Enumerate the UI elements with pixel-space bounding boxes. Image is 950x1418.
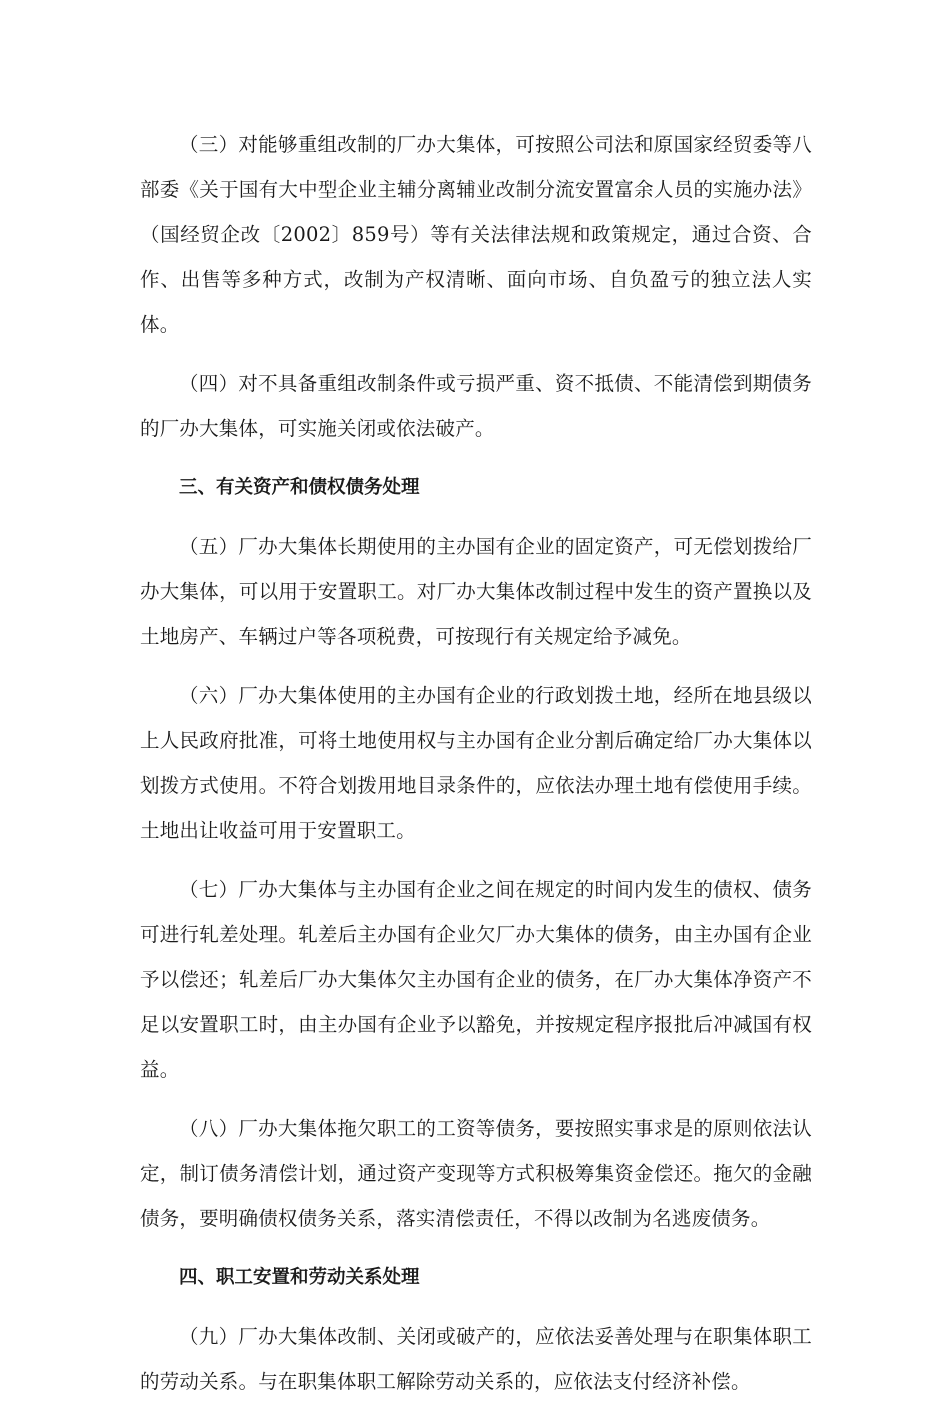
paragraph-5: （五）厂办大集体长期使用的主办国有企业的固定资产，可无偿划拨给厂办大集体，可以用于安置职工。对厂办大集体改制过程中发生的资产置换以及土地房产、车辆过户等各项税费，可按现行有关规定给予减免。	[140, 535, 812, 648]
paragraph-3: （三）对能够重组改制的厂办大集体，可按照公司法和原国家经贸委等八部委《关于国有大中型企业主辅分离辅业改制分流安置富余人员的实施办法》（国经贸企改〔2002〕859号）等有关法律法规和政策规定，通过合资、合作、出售等多种方式，改制为产权清晰、面向市场、自负盈亏的独立法人实体。	[140, 133, 812, 336]
paragraph-8: （八）厂办大集体拖欠职工的工资等债务，要按照实事求是的原则依法认定，制订债务清偿计划，通过资产变现等方式积极筹集资金偿还。拖欠的金融债务，要明确债权债务关系，落实清偿责任，不得以改制为名逃废债务。	[140, 1117, 812, 1230]
section-heading-4: 四、职工安置和劳动关系处理	[179, 1267, 420, 1288]
paragraph-6: （六）厂办大集体使用的主办国有企业的行政划拨土地，经所在地县级以上人民政府批准，可将土地使用权与主办国有企业分割后确定给厂办大集体以划拨方式使用。不符合划拨用地目录条件的，应依法办理土地有偿使用手续。土地出让收益可用于安置职工。	[140, 684, 812, 842]
paragraph-9: （九）厂办大集体改制、关闭或破产的，应依法妥善处理与在职集体职工的劳动关系。与在职集体职工解除劳动关系的，应依法支付经济补偿。	[140, 1325, 812, 1393]
document-page	[140, 122, 812, 1418]
section-heading-3: 三、有关资产和债权债务处理	[179, 477, 420, 498]
paragraph-7: （七）厂办大集体与主办国有企业之间在规定的时间内发生的债权、债务可进行轧差处理。轧差后主办国有企业欠厂办大集体的债务，由主办国有企业予以偿还；轧差后厂办大集体欠主办国有企业的债务，在厂办大集体净资产不足以安置职工时，由主办国有企业予以豁免，并按规定程序报批后冲减国有权益。	[140, 878, 812, 1081]
paragraph-4: （四）对不具备重组改制条件或亏损严重、资不抵债、不能清偿到期债务的厂办大集体，可实施关闭或依法破产。	[140, 372, 812, 440]
